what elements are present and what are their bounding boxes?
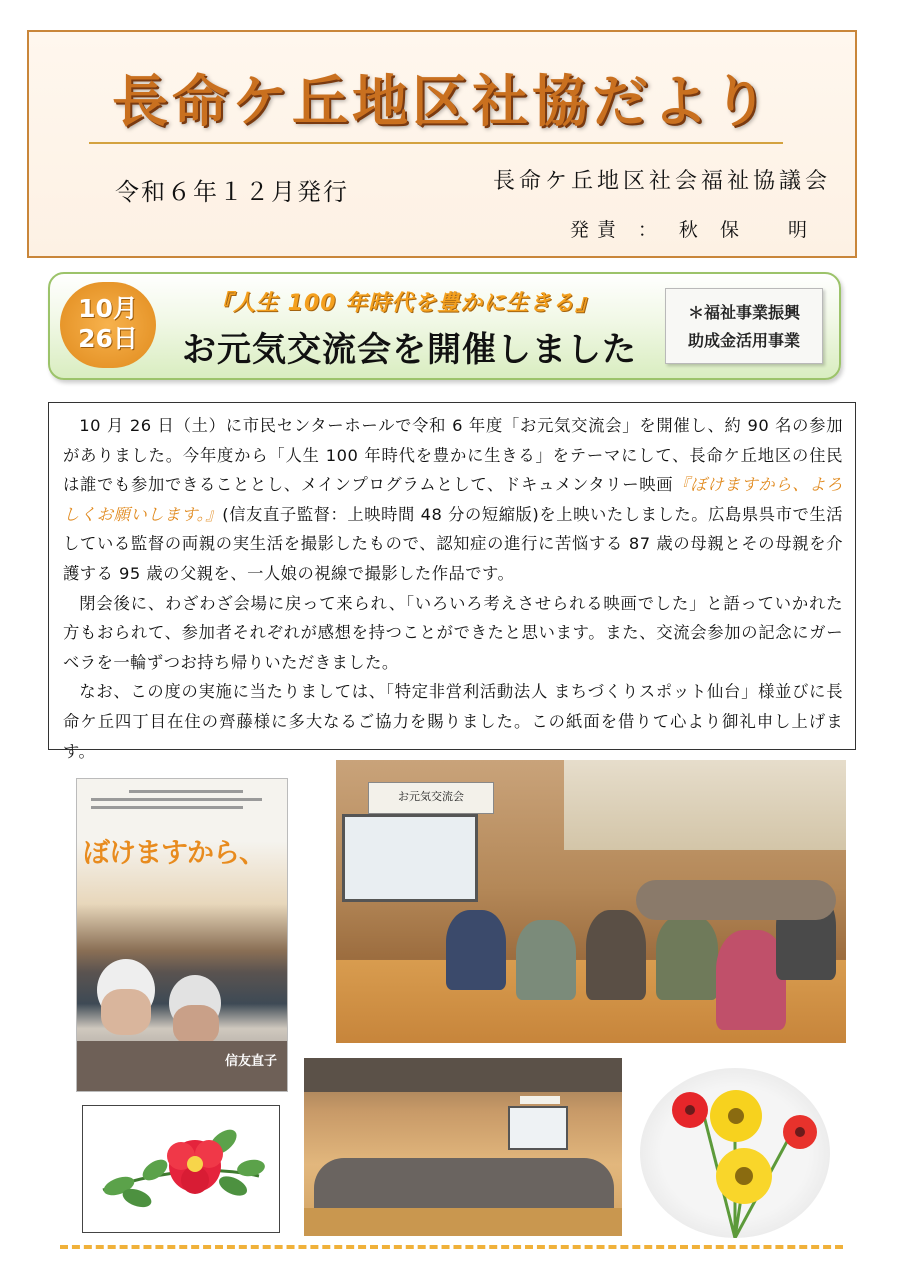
film-title: 『ぼけますから、よろしくお願いします。』 <box>63 475 843 524</box>
gerbera-flowers-photo <box>640 1068 830 1238</box>
paragraph-1-text-a: 10 月 26 日（土）に市民センターホールで令和 6 年度「お元気交流会」を開催し、約 90 名の参加がありました。今年度から「人生 100 年時代を豊かに生きる」をテーマにして、長命ケ丘地区の住民は誰でも参加できることとし、メインプログラムとして、ドキュメンタリー映画 <box>63 416 843 495</box>
article-body <box>48 402 856 761</box>
masthead <box>27 30 857 258</box>
article-paragraph-3: なお、この度の実施に当たりましては、「特定非営利活動法人 まちづくりスポット仙台」様並びに長命ケ丘四丁目在住の齊藤様に多大なるご協力を賜りました。この紙面を借りて心より御礼申し上げます。 <box>63 682 843 761</box>
projection-screen <box>508 1106 568 1150</box>
poster-director: 信友直子 <box>224 1054 277 1069</box>
title-divider <box>89 142 783 144</box>
footer-divider <box>60 1245 843 1249</box>
poster-award-text <box>91 785 281 825</box>
grant-note-line2: 助成金活用事業 <box>687 331 800 350</box>
newsletter-title: 長命ケ丘地区社協だより <box>112 69 772 135</box>
article-paragraph-2: 閉会後に、わざわざ会場に戻って来られ、「いろいろ考えさせられる映画でした」と語っていかれた方もおられて、参加者それぞれが感想を持つことができたと思います。また、交流会参加の記念にガーベラを一輪ずつお持ち帰りいただきました。 <box>63 593 843 672</box>
editor-credit: 発責 ： 秋 保 明 <box>569 219 815 241</box>
audience-member <box>516 920 576 1000</box>
event-month: 10月 <box>78 294 138 323</box>
projection-screen <box>342 814 478 902</box>
event-hall-photo-wide <box>304 1058 622 1236</box>
grant-note <box>665 288 823 364</box>
camellia-illustration <box>82 1105 280 1233</box>
audience-member <box>586 910 646 1000</box>
hall-sign: お元気交流会 <box>368 782 494 814</box>
paragraph-1-text-b: (信友直子監督：上映時間 48 分の短縮版)を上映いたしました。広島県呉市で生活している監督の両親の実生活を撮影したもので、認知症の進行に苦悩する 87 歳の母親とその母親を介護する 95 歳の父親を、一人娘の視線で撮影した作品です。 <box>63 504 843 583</box>
audience-member <box>446 910 506 990</box>
camellia-icon <box>83 1106 279 1232</box>
grant-note-line1: ＊福祉事業振興 <box>687 303 800 322</box>
poster-title: ぼけますから、 <box>83 838 265 869</box>
publisher-name: 長命ケ丘地区社会福祉協議会 <box>492 169 831 194</box>
event-theme: 『人生 100 年時代を豊かに生きる』 <box>210 291 599 316</box>
article-paragraph-1 <box>63 411 843 589</box>
event-banner <box>48 272 841 380</box>
flower-icon <box>640 1068 830 1238</box>
event-headline: お元気交流会を開催しました <box>182 330 637 370</box>
audience-member <box>656 915 718 1000</box>
issue-date: 令和６年１２月発行 <box>115 178 349 206</box>
movie-poster-image <box>76 778 288 1092</box>
event-day: 26日 <box>78 324 138 353</box>
event-date-badge <box>60 282 156 368</box>
event-hall-photo <box>336 760 846 1043</box>
audience-rows <box>636 880 836 920</box>
